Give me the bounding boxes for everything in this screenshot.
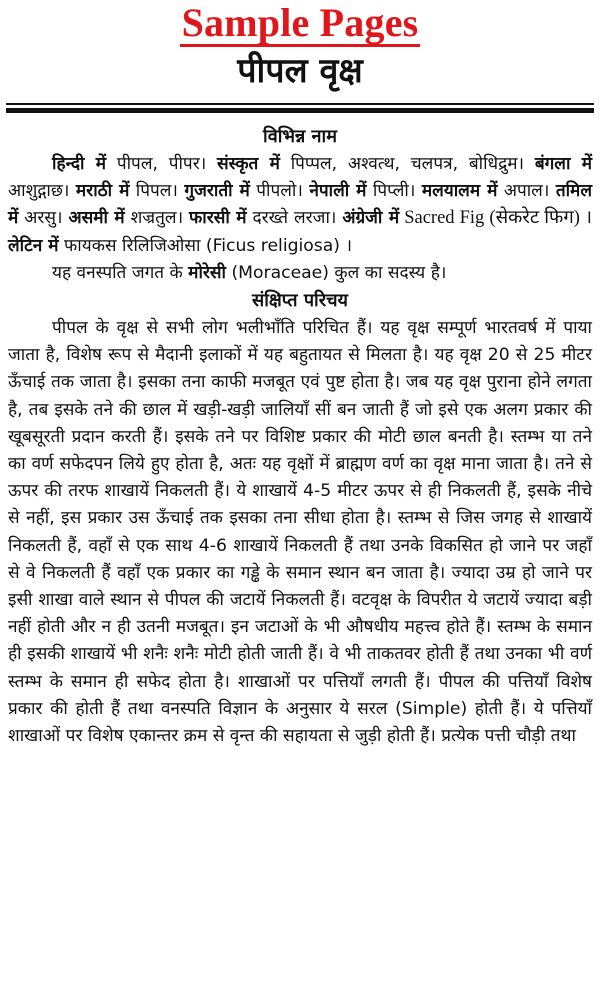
family-name: मोरेसी [188, 262, 227, 283]
lang-value: दरख्ते लरजा। [246, 208, 343, 229]
lang-label: नेपाली में [309, 181, 367, 202]
divider-thin [6, 103, 594, 105]
lang-label: फारसी में [189, 208, 247, 229]
lang-value: पिप्पल, अश्वत्थ, चलपत्र, बोधिद्रुम। [279, 154, 535, 174]
page-content [0, 123, 600, 750]
lang-label: मलयालम में [421, 181, 498, 202]
lang-label: असमी में [68, 208, 125, 229]
family-suffix: (Moraceae) कुल का सदस्य है। [226, 262, 447, 283]
lang-value: Sacred Fig (सेकरेट फिग) । [399, 208, 592, 229]
lang-value: पीपल, पीपर। [106, 154, 218, 174]
lang-value: पीपलो। [249, 181, 310, 202]
names-paragraph [8, 151, 592, 260]
section-heading-names: विभिन्न नाम [263, 126, 337, 147]
lang-label: संस्कृत में [217, 154, 280, 174]
lang-label: लेटिन में [8, 235, 59, 256]
lang-value: अरसु। [18, 208, 69, 229]
lang-label: अंग्रेजी में [342, 208, 400, 229]
lang-label: तमिल में [8, 181, 592, 229]
lang-label: गुजराती में [184, 181, 250, 202]
lang-value: पिप्ली। [366, 181, 422, 202]
lang-label: मराठी में [75, 181, 130, 202]
lang-value: अपाल। [497, 181, 556, 202]
lang-value: आशुद्गाछ। [8, 181, 76, 202]
family-prefix: यह वनस्पति जगत के [52, 262, 189, 283]
lang-label: हिन्दी में [52, 154, 107, 174]
sample-pages-title: Sample Pages [181, 0, 419, 45]
intro-paragraph: पीपल के वृक्ष से सभी लोग भलीभाँति परिचित हैं। यह वृक्ष सम्पूर्ण भारतवर्ष में पाया जाता है, विशेष रूप से मैदानी इलाकों में यह बहुतायत से मिलता है। यह वृक्ष 20 से 25 मीटर ऊँचाई तक जाता है। इसका तना काफी मजबूत एवं पुष्ट होता है। जब यह वृक्ष पुराना होने लगता है, तब इसके तने की छाल में खड़ी-खड़ी जालियाँ सीं बन जाती हैं जो इसे एक अलग प्रकार की खूबसूरती प्रदान करती हैं। इसके तने पर विशिष्ट प्रकार की मोटी छाल बनती है। स्तम्भ या तने का वर्ण सफेदपन लिये हुए होता है, अतः यह वृक्षों में ब्राह्मण वर्ण का वृक्ष माना जाता है। तने से ऊपर की तरफ शाखायें निकलती हैं। ये शाखायें 4-5 मीटर ऊपर से ही निकलती हैं, इसके नीचे से नहीं, इस प्रकार उस ऊँचाई तक इसका तना सीधा होता है। स्तम्भ से जिस जगह से शाखायें निकलती हैं, वहाँ से एक साथ 4-6 शाखायें निकलती हैं तथा उनके विकसित हो जाने पर जहाँ से वे निकलती हैं वहाँ एक प्रकार का गड्ढे के समान स्थान बन जाता है। ज्यादा उम्र हो जाने पर इसी शाखा वाले स्थान से पीपल की जटायें निकलती हैं। वटवृक्ष के विपरीत ये जटायें ज्यादा बड़ी नहीं होती और न ही उतनी मजबूत। इन जटाओं के भी औषधीय महत्त्व होते हैं। स्तम्भ के समान ही इसकी शाखायें भी शनैः शनैः मोटी होती जाती हैं। वे भी ताकतवर होती हैं तथा उनका भी वर्ण स्तम्भ के समान ही सफेद होता है। शाखाओं पर पत्तियाँ लगती हैं। पीपल की पत्तियाँ विशेष प्रकार की होती हैं तथा वनस्पति विज्ञान के अनुसार ये सरल (Simple) होती हैं। ये पत्तियाँ शाखाओं पर विशेष एकान्तर क्रम से वृन्त की सहायता से जुड़ी होती हैं। प्रत्येक पत्ती चौड़ी तथा [8, 318, 592, 747]
divider-thick [6, 108, 594, 113]
banner [0, 0, 600, 47]
family-line [8, 260, 592, 287]
lang-value: शज्रतुल। [124, 208, 190, 229]
section-heading-intro: संक्षिप्त परिचय [252, 290, 348, 312]
lang-value: फायकस रिलिजिओसा (Ficus religiosa) । [58, 235, 352, 256]
chapter-title: पीपल वृक्ष [237, 51, 363, 91]
lang-value: पिपल। [129, 181, 185, 202]
lang-label: बंगला में [534, 154, 592, 174]
